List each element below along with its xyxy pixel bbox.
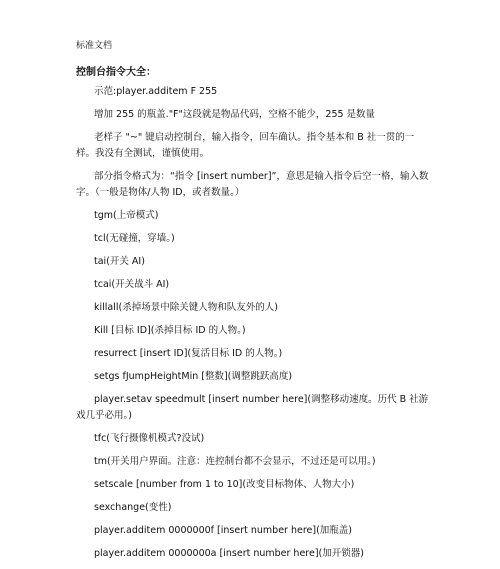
paragraph: 老样子 "~" 键启动控制台，输入指令，回车确认。指令基本和 B 社一贯的一样。我没有全测试，谨慎使用。 <box>76 132 415 159</box>
paragraph: 增加 255 的瓶盖."F"这段就是物品代码，空格不能少，255 是数量 <box>94 109 376 120</box>
command-item: resurrect [insert ID](复活目标 ID 的人物。) <box>94 348 283 359</box>
command-item: tai(开关 AI) <box>94 256 145 267</box>
command-item: killall(杀掉场景中除关键人物和队友外的人) <box>94 302 278 313</box>
command-list <box>76 84 430 569</box>
command-item: tm(开关用户界面。注意：连控制台都不会显示，不过还是可以用。) <box>94 456 376 467</box>
section-title: 控制台指令大全： <box>76 67 156 78</box>
command-item: sexchange(变性) <box>94 502 172 513</box>
command-item: setgs fJumpHeightMin [整数](调整跳跃高度) <box>94 371 293 382</box>
command-item: tgm(上帝模式) <box>94 210 159 221</box>
command-item: player.additem 0000000f [insert number here](加瓶盖) <box>94 525 352 536</box>
command-item: player.setav speedmult [insert number here](调整移动速度。历代 B 社游戏几乎必用。) <box>76 394 429 421</box>
command-item: tcai(开关战斗 AI) <box>94 279 170 290</box>
command-item: player.additem 0000000a [insert number here](加开锁器) <box>94 548 364 559</box>
paragraph: 部分指令格式为：“指令 [insert number]”，意思是输入指令后空一格，输入数字。（一般是物体/人物 ID，或者数量。） <box>76 171 429 198</box>
paragraph: 示范:player.additem F 255 <box>94 86 218 97</box>
command-item: tfc(飞行摄像机模式?没试) <box>94 433 205 444</box>
command-item: setscale [number from 1 to 10](改变目标物体、人物大小) <box>94 479 355 490</box>
command-item: tcl(无碰撞，穿墙。) <box>94 233 175 244</box>
command-item: Kill [目标 ID](杀掉目标 ID 的人物。) <box>94 325 246 336</box>
document-header: 标准文档 <box>76 41 113 51</box>
